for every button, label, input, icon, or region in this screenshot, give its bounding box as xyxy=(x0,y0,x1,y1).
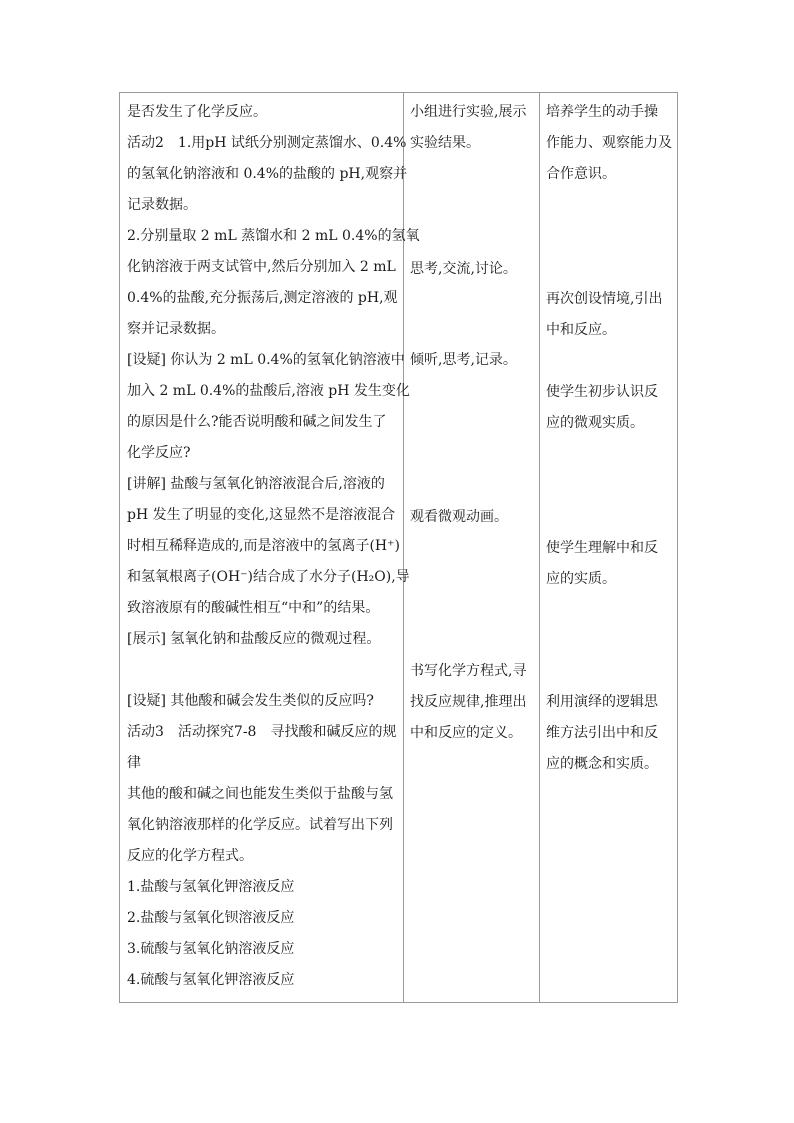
text-line: 应的实质。 xyxy=(546,571,616,587)
text-line: [讲解] 盐酸与氢氧化钠溶液混合后,溶液的 xyxy=(127,476,385,492)
text-line: 作能力、观察能力及 xyxy=(546,135,672,151)
text-line: 和氢氧根离子(OH⁻)结合成了水分子(H₂O),导 xyxy=(127,569,410,585)
text-line: 书写化学方程式,寻 xyxy=(410,663,527,679)
text-line: 维方法引出中和反 xyxy=(546,725,658,741)
text-line: 加入 2 mL 0.4%的盐酸后,溶液 pH 发生变化 xyxy=(127,383,410,399)
student-activity-cell xyxy=(404,93,540,1003)
design-intent-cell xyxy=(540,93,678,1003)
text-line: 察并记录数据。 xyxy=(127,321,225,337)
text-line: 实验结果。 xyxy=(410,135,480,151)
text-line: 化学反应? xyxy=(127,445,191,461)
text-line: 律 xyxy=(127,755,141,771)
text-line: 小组进行实验,展示 xyxy=(410,104,527,120)
text-line: [设疑] 你认为 2 mL 0.4%的氢氧化钠溶液中 xyxy=(127,352,405,368)
text-line: 反应的化学方程式。 xyxy=(127,848,253,864)
text-line: pH 发生了明显的变化,这显然不是溶液混合 xyxy=(127,507,396,523)
text-line: 中和反应的定义。 xyxy=(410,725,522,741)
text-line: 利用演绎的逻辑思 xyxy=(546,694,658,710)
lesson-plan-table xyxy=(119,92,678,1003)
text-line: 使学生初步认识反 xyxy=(546,384,658,400)
text-line: 应的概念和实质。 xyxy=(546,756,658,772)
text-line: 氧化钠溶液那样的化学反应。试着写出下列 xyxy=(127,817,393,833)
text-line: 思考,交流,讨论。 xyxy=(410,261,517,277)
text-line: 是否发生了化学反应。 xyxy=(127,104,267,120)
text-line: 培养学生的动手操 xyxy=(546,104,658,120)
text-line: 的氢氧化钠溶液和 0.4%的盐酸的 pH,观察并 xyxy=(127,166,408,182)
text-line: 使学生理解中和反 xyxy=(546,540,658,556)
text-line: 0.4%的盐酸,充分振荡后,测定溶液的 pH,观 xyxy=(127,290,398,306)
text-line: 中和反应。 xyxy=(546,322,616,338)
text-line: 致溶液原有的酸碱性相互“中和”的结果。 xyxy=(127,600,380,616)
text-line: 观看微观动画。 xyxy=(410,509,508,525)
text-line: 2.分别量取 2 mL 蒸馏水和 2 mL 0.4%的氢氧 xyxy=(127,228,420,244)
text-line: 活动3 活动探究7-8 寻找酸和碱反应的规 xyxy=(127,724,397,740)
table-row xyxy=(120,93,678,1003)
text-line: [设疑] 其他酸和碱会发生类似的反应吗? xyxy=(127,693,374,709)
text-line: 倾听,思考,记录。 xyxy=(410,352,517,368)
text-line: 3.硫酸与氢氧化钠溶液反应 xyxy=(127,941,295,957)
text-line: [展示] 氢氧化钠和盐酸反应的微观过程。 xyxy=(127,631,381,647)
text-line: 的原因是什么?能否说明酸和碱之间发生了 xyxy=(127,414,387,430)
text-line: 时相互稀释造成的,而是溶液中的氢离子(H⁺) xyxy=(127,538,400,554)
text-line: 应的微观实质。 xyxy=(546,415,644,431)
text-line: 再次创设情境,引出 xyxy=(546,291,663,307)
text-line: 找反应规律,推理出 xyxy=(410,694,527,710)
text-line: 活动2 1.用pH 试纸分别测定蒸馏水、0.4% xyxy=(127,135,407,151)
text-line: 1.盐酸与氢氧化钾溶液反应 xyxy=(127,879,295,895)
teacher-activity-cell xyxy=(120,93,420,1003)
text-line: 记录数据。 xyxy=(127,197,197,213)
text-line: 合作意识。 xyxy=(546,166,616,182)
text-line: 其他的酸和碱之间也能发生类似于盐酸与氢 xyxy=(127,786,393,802)
text-line: 4.硫酸与氢氧化钾溶液反应 xyxy=(127,972,295,988)
text-line: 化钠溶液于两支试管中,然后分别加入 2 mL xyxy=(127,259,396,275)
text-line: 2.盐酸与氢氧化钡溶液反应 xyxy=(127,910,295,926)
